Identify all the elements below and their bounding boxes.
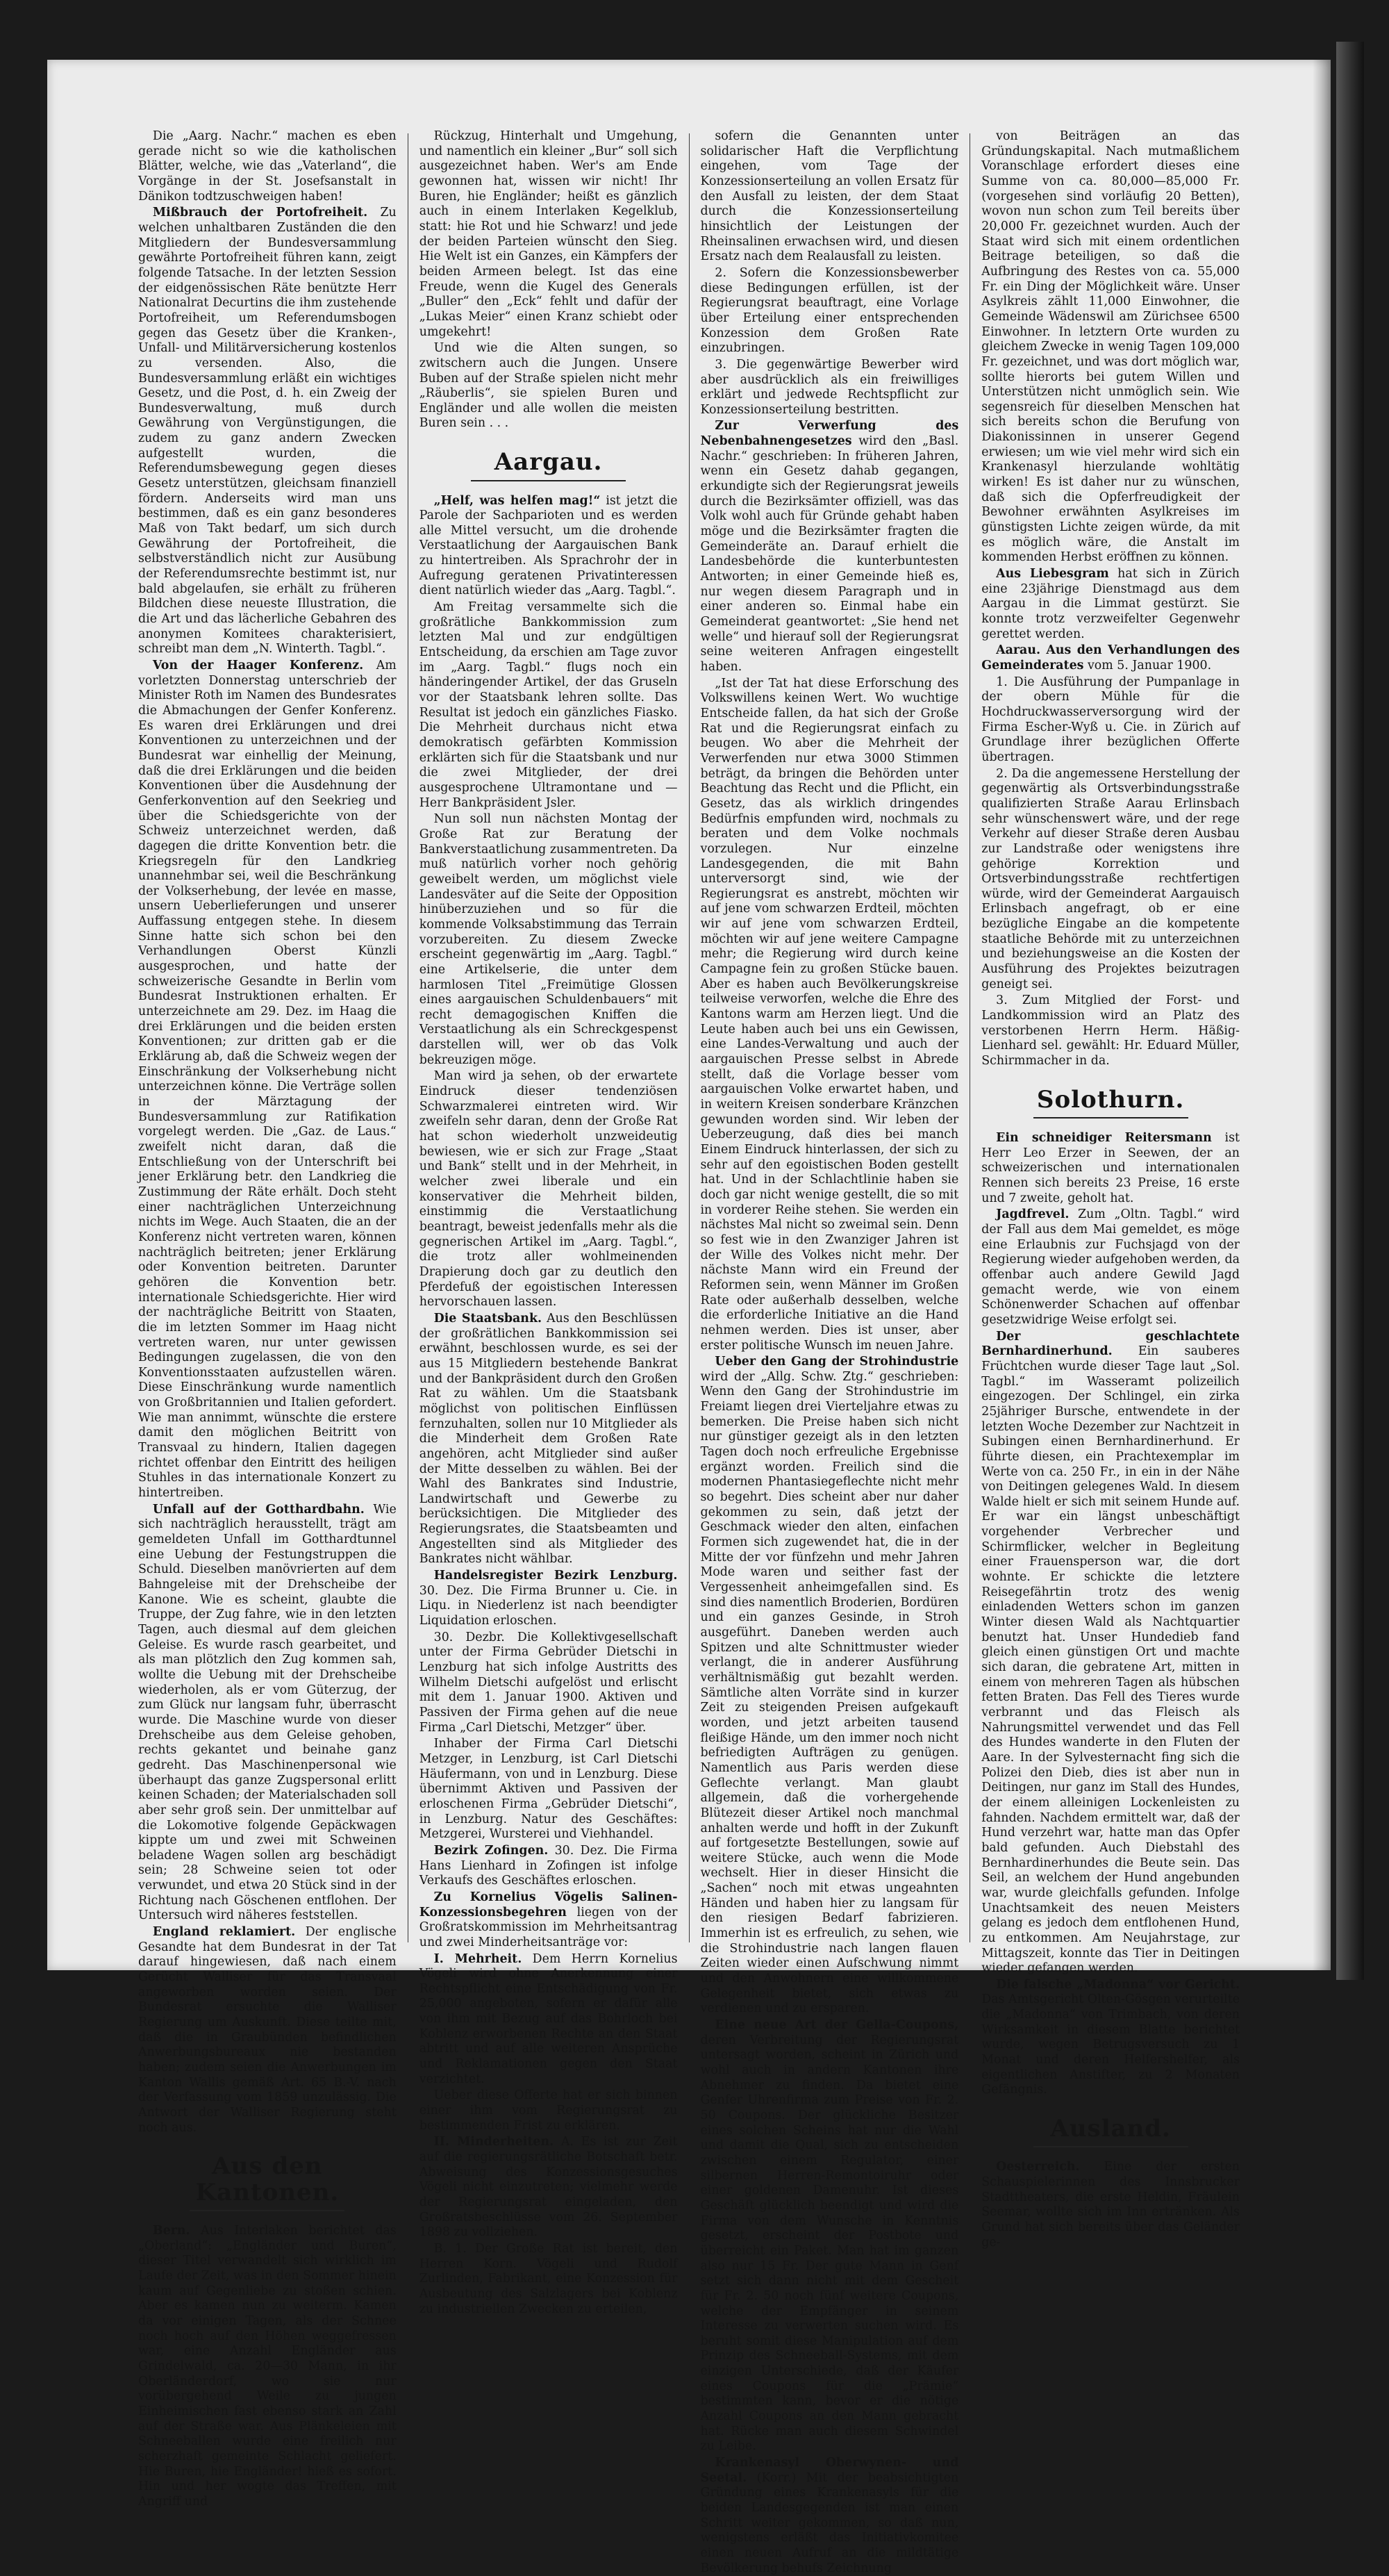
- article-heading: „Helf, was helfen mag!“: [433, 493, 601, 508]
- article-text: Der englische Gesandte hat dem Bundesrat in der Tat darauf hingewiesen, daß nach einem Gerücht Walliser für das Transvaal angeworben worden seien. Der Bundesrat ersuchte die Walliser Regierung um Auskunft. Diese teilte mit, daß die in Graubünden befindlichen Anwerbungsbureaux nie bestanden haben; zudem seien die Anwerbungen im Kanton Wallis gemäß Art. 65 B.-V. nach der Verfassung vom 1859 unzulässig. Die Antwort der Walliser Regierung steht noch aus.: [138, 1925, 397, 2135]
- article-heading: Bezirk Zofingen.: [433, 1843, 549, 1858]
- newspaper-page: [47, 60, 1331, 2575]
- page-edge-shadow: [1313, 60, 1331, 1970]
- article-paragraph: [981, 1131, 1240, 1206]
- article-text: von Beiträgen an das Gründungskapital. Nach mutmaßlichem Voranschlage erfordert dieses eine Summe von ca. 80,000—85,000 Fr. (vorgesehen sind vorläufig 20 Betten), wovon nun schon zum Teil bereits über 20,000 Fr. gezeichnet wurden. Auch der Staat wird sich mit einem ordentlichen Beitrage beteiligen, so daß die Aufbringung des Restes von ca. 55,000 Fr. ein Ding der Möglichkeit wäre. Unser Asylkreis zählt 11,000 Einwohner, die Gemeinde Wädenswil am Zürichsee 6500 Einwohner. In letztern Orte wurden zu gleichem Zwecke in wenig Tagen 109,000 Fr. gezeichnet, und was dort möglich war, sollte hierorts bei gutem Willen und Unterstützen nicht unmöglich sein. Wie segensreich für dieselben Menschen hat sich bereits schon die Berufung von Diakonissinnen in unserer Gegend erwiesen; um wie viel mehr wird sich ein Krankenasyl hierzulande wohltätig wirken! Es ist daher nur zu wünschen, daß sich die Opferfreudigkeit der Bewohner erwähnten Asylkreises im günstigsten Lichte zeigen würde, da mit es möglich wäre, die Anstalt im kommenden Herbst eröffnen zu können.: [981, 129, 1240, 565]
- article-paragraph: [419, 2135, 678, 2240]
- section-underline: [1033, 1117, 1188, 1118]
- article-text: 2. Sofern die Konzessionsbewerber diese Bedingungen erfüllen, ist der Regierungsrat beauftragt, eine Vorlage über Erteilung einer entsprechenden Konzession dem Großen Rate einzubringen.: [700, 265, 959, 356]
- article-paragraph: [138, 129, 397, 204]
- article-text: wird der „Allg. Schw. Ztg.“ geschrieben: Wenn den Gang der Strohindustrie im Freiamt liegen drei Vierteljahre etwas zu bemerken. Die Preise haben sich nicht nur günstiger gezeigt als in den letzten Tagen doch noch erfreuliche Ergebnisse ergänzt worden. Freilich sind die modernen Phantasiegeflechte nicht mehr so begehrt. Dies scheint aber nur daher gekommen zu sein, daß jetzt der Geschmack wieder den alten, einfachen Formen sich zugewendet hat, die in der Mitte der vor fünfzehn und mehr Jahren Mode waren und seither fast der Vergessenheit anheimgefallen sind. Es sind dies namentlich Broderien, Bordüren und ein ganzes Gesinde, in Stroh ausgeführt. Daneben werden auch Spitzen und alte Schnittmuster wieder verlangt, die in anderer Ausführung verhältnismäßig gut bezahlt werden. Sämtliche alten Vorräte sind in kurzer Zeit zu steigenden Preisen aufgekauft worden, und jetzt arbeiten tausend fleißige Hände, um den immer noch nicht befriedigten Aufträgen zu genügen. Namentlich aus Paris werden diese Geflechte verlangt. Man glaubt allgemein, daß die vorhergehende Blütezeit dieser Artikel noch manchmal anhalten werde und hofft in der Zukunft auf fortgesetzte Bestellungen, sowie auf weitere Stücke, auch wenn die Mode wechselt. Hier in dieser Hinsicht die „Sachen“ noch mit etwas ungeahnten Händen und haben hier zu langsam für den riesigen Bedarf fabrizieren. Immerhin ist es erfreulich, zu sehen, wie die Strohindustrie nach langen flauen Zeiten wieder einen Aufschwung nimmt und den Anwohnern eine willkommene Gelegenheit bietet, sich etwas zu verdienen und zu ersparen.: [700, 1369, 959, 2016]
- section-title: [419, 449, 678, 481]
- article-paragraph: [981, 767, 1240, 993]
- article-text: 1. Die Ausführung der Pumpanlage in der obern Mühle für die Hochdruckwasserversorgung wird der Firma Escher-Wyß u. Cie. in Zürich auf Grundlage ihrer bezüglichen Offerte übertragen.: [981, 675, 1240, 764]
- article-paragraph: [419, 600, 678, 811]
- article-heading: Aus Liebesgram: [996, 567, 1109, 581]
- article-paragraph: [419, 1069, 678, 1310]
- article-heading: I. Mehrheit.: [433, 1951, 522, 1966]
- article-text: Nun soll nun nächsten Montag der Große Rat zur Beratung der Bankverstaatlichung zusammentreten. Da muß natürlich vorher noch gehörig geweibelt werden, um möglichst viele Landesväter auf die Seite der Opposition hinüberzuziehen und so für die kommende Volksabstimmung das Terrain vorzubereiten. Zu diesem Zwecke erscheint gegenwärtig im „Aarg. Tagbl.“ eine Artikelserie, die unter dem harmlosen Titel „Freimütige Glossen eines aargauischen Schuldenbauers“ mit recht demagogischen Kniffen die Verstaatlichung als ein Schreckgespenst darstellen will, wer ob das Volk bekreuzigen möge.: [419, 812, 678, 1067]
- article-heading: Jagdfrevel.: [996, 1207, 1070, 1222]
- article-text: Aus Interlaken berichtet das „Oberland“: „Engländer und Buren“, dieser Titel verwandelt sich wirklich im Laufe der Zeit, was in den Sommer hinein kaum auf Gegenliebe zu stoßen schien. Aber es kamen nun zu weiterm. Kamen da vor einigen Tagen, als der Schnee noch hoch auf den Höhen weggefressen war, eine Anzahl Engländer aus Grindelwald, ca. 20—30 Mann, in ihr Oberländerdorf, wo sie nur vorübergehend Weile zu jungen Einheimischen fast ebenso stark an Zahl auf der Straße war. Aus Plänkeleien mit Schneeballen wurde eine freilich nur scherzhaft gemeinte Schlacht geliefert. Hie Buren, hie Engländer! hieß es sofort. Hin und her wogte das Treffen, mit Angriff und: [138, 2224, 397, 2509]
- article-paragraph: [419, 494, 678, 600]
- article-paragraph: [701, 2018, 959, 2454]
- article-heading: II. Minderheiten.: [433, 2135, 554, 2149]
- article-paragraph: [138, 1503, 397, 1924]
- article-paragraph: [981, 2160, 1240, 2250]
- article-paragraph: [981, 675, 1240, 766]
- article-text: Ueber diese Offerte hat er sich binnen einer ihm vom Regierungsrat zu bestimmenden Frist zu erklären.: [419, 2088, 678, 2133]
- article-text: 30. Dez. Die Firma Hans Lienhard in Zofingen ist infolge Verkaufs des Geschäftes erloschen.: [419, 1843, 678, 1888]
- section-title: [981, 2116, 1240, 2147]
- article-text: A. Es ist zur Zeit auf die regierungsrätliche Botschaft betr. Abweisung des Konzessionsgesuches Vögeli nicht einzutreten; vielmehr werde der Regierungsrat eingeladen, den Großratsbeschlüsse vom 26. September 1898 zu vollziehen.: [419, 2135, 678, 2240]
- article-heading: Aarau. Aus den Verhandlungen des Gemeinderates: [981, 643, 1240, 672]
- section-title-text: Aargau.: [494, 448, 603, 477]
- article-text: Am Freitag versammelte sich die großrätliche Bankkommission zum letzten Mal und zur endgültigen Entscheidung, da erschien am Tage zuvor im „Aarg. Tagbl.“ flugs noch ein händeringender Artikel, der das Gruseln vor der Staatsbank lehren sollte. Das Resultat ist jedoch ein gänzliches Fiasko. Die Mehrheit durchaus nicht etwa demokratisch gefärbten Kommission erklärten sich für die Staatsbank und nur die zwei Mitglieder, der drei ausgesprochene Ultramontane und — Herr Bankpräsident Jsler.: [419, 600, 678, 810]
- article-text: Rückzug, Hinterhalt und Umgehung, und namentlich ein kleiner „Bur“ soll sich ausgezeichnet haben. Wer's am Ende gewonnen hat, wissen wir nicht! Ihr Buren, hie Engländer; heißt es gänzlich auch in einem Interlaken Kegelklub, statt: hie Rot und hie Schwarz! und jede der beiden Parteien wünscht den Sieg. Hie Welt ist ein Ganzes, ein Kämpfers der beiden Armeen belegt. Ist das eine Freude, wenn die Kugel des Generals „Buller“ den „Eck“ fehlt und dafür der „Lukas Meier“ einen Kranz schiebt oder umgekehrt!: [419, 129, 678, 339]
- text-column: [690, 129, 970, 2575]
- article-paragraph: [701, 2456, 959, 2576]
- article-paragraph: [981, 129, 1240, 565]
- text-column: [408, 129, 689, 2316]
- article-text: B. 1. Der Große Rat ist bereit, den Herren Korn. Vögeli und Rudolf Zurlinden, Fabrikant, eine Konzession für Ausbeutung des Salzlagers bei Koblenz zu industriellen Zwecken zu erteilen,: [419, 2241, 678, 2316]
- article-heading: Von der Haager Konferenz.: [152, 658, 364, 672]
- article-heading: Zur Verwerfung des Nebenbahnengesetzes: [700, 419, 959, 449]
- article-text: Und wie die Alten sungen, so zwitschern auch die Jungen. Unsere Buben auf der Straße spielen nicht mehr „Räuberlis“, sie spielen Buren und Engländer und alle wollen die meisten Buren sein . . .: [419, 341, 678, 431]
- section-underline: [1033, 2146, 1188, 2147]
- article-heading: Der geschlachtete Bernhardinerhund.: [981, 1329, 1240, 1359]
- article-paragraph: [701, 1355, 959, 2017]
- article-paragraph: [701, 677, 959, 1354]
- article-paragraph: [138, 206, 397, 657]
- article-paragraph: [981, 1330, 1240, 1976]
- article-paragraph: [981, 1207, 1240, 1328]
- article-paragraph: [138, 1925, 397, 2136]
- article-paragraph: [419, 1312, 678, 1567]
- article-paragraph: [138, 659, 397, 1501]
- article-paragraph: [701, 358, 959, 418]
- article-text: hat sich in Zürich eine 23jährige Dienstmagd aus dem Aargau in die Limmat gestürzt. Sie konnte trotz verzweifelter Gegenwehr gerettet werden.: [981, 567, 1240, 641]
- article-heading: Die falsche „Madonna“ vor Gericht.: [996, 1977, 1240, 1992]
- article-text: 30. Dezbr. Die Kollektivgesellschaft unter der Firma Gebrüder Dietschi in Lenzburg hat sich infolge Austritts des Wilhelm Dietschi aufgelöst und erlischt mit dem 1. Januar 1900. Aktiven und Passiven der Firma gehen auf die neue Firma „Carl Dietschi, Metzger“ über.: [419, 1630, 678, 1735]
- section-title-text: Solothurn.: [1036, 1085, 1185, 1114]
- article-paragraph: [419, 129, 678, 340]
- article-text: 3. Die gegenwärtige Bewerber wird aber ausdrücklich als ein freiwilliges erklärt und jedwede Rechtspflicht zur Konzessionserteilung bestritten.: [700, 357, 959, 417]
- article-text: vom 5. Januar 1900.: [1087, 658, 1212, 672]
- article-text: Dem Herrn Kornelius Vögeli wird ohne Anerkennung einer Rechtspflicht eine Entschädigung von Fr. 25,000 angeboten, sofern er dafür alle von ihm mit Bezug auf das Bohrloch bei Koblenz erworbenen Rechte an den Staat abtritt und auf alle weiteren Ansprüche und Reklamationen gegen den Staat verzichtet.: [419, 1951, 678, 2086]
- article-paragraph: [981, 643, 1240, 673]
- article-heading: Handelsregister Bezirk Lenzburg.: [433, 1569, 678, 1583]
- article-text: 30. Dez. Die Firma Brunner u. Cie. in Liqu. in Niederlenz ist nach beendigter Liquidation erloschen.: [419, 1583, 678, 1628]
- article-text: 2. Da die angemessene Herstellung der gegenwärtig als Ortsverbindungsstraße qualifizierten Straße Aarau Erlinsbach sehr wünschenswert wäre, und der rege Verkehr auf dieser Straße deren Ausbau zur Landstraße oder wenigstens ihre gehörige Korrektion und Ortsverbindungsstraße rechtfertigen würde, wird der Gemeinderat Aargauisch Erlinsbach angefragt, ob er eine bezügliche Eingabe an die kompetente staatliche Behörde mit zu unterzeichnen und beziehungsweise an die Kosten der Ausführung des Projektes beizutragen geneigt sei.: [981, 766, 1240, 991]
- article-heading: Unfall auf der Gotthardbahn.: [152, 1502, 365, 1517]
- article-heading: Bern.: [152, 2224, 190, 2238]
- article-paragraph: [701, 129, 959, 265]
- article-text: Eine der ersten Schauspielerinnen des Innsbrucker Stadttheaters, die erste Heldin, Fräulein Seemar, wollte sich im Inn ertränken. Als Grund hat sich bereits über das Geländer ge-: [981, 2160, 1240, 2249]
- columns-container: [127, 129, 1251, 2575]
- article-paragraph: [981, 993, 1240, 1068]
- section-title-text: Aus den Kantonen.: [195, 2152, 340, 2206]
- article-text: Man wird ja sehen, ob der erwartete Eindruck dieser tendenziösen Schwarzmalerei eintreten wird. Wir zweifeln sehr daran, denn der Große Rat hat schon wiederholt unzweideutig bewiesen, wie er sich zur Frage „Staat und Bank“ stellt und in der Mehrheit, in welcher zwei liberale und ein konservativer die Mehrheit bilden, einstimmig die Verstaatlichung beantragt, beweist jedenfalls mehr als die gegnerischen Artikel im „Aarg. Tagbl.“, die trotz aller wohlmeinenden Drapierung doch gar zu deutlich den Pferdefuß der egoistischen Interessen hervorschauen lassen.: [419, 1069, 678, 1310]
- article-paragraph: [419, 1630, 678, 1736]
- article-text: 3. Zum Mitglied der Forst- und Landkommission wird an Platz des verstorbenen Herrn Herm. Häßig-Lienhard sel. gewählt: Hr. Eduard Müller, Schirmmacher in da.: [981, 993, 1240, 1068]
- article-text: „Ist der Tat hat diese Erforschung des Volkswillens keinen Wert. Wo wuchtige Entscheide fallen, da hat sich der Große Rat und die Regierungsrat einfach zu beugen. Wo aber die Mehrheit der Verwerfenden nur etwa 3000 Stimmen beträgt, da bringen die Behörden unter Beachtung das Recht und die Pflicht, ein Gesetz, das als wirklich dringendes Bedürfnis empfunden wird, nochmals zu beraten und dem Volke nochmals vorzulegen. Nur einzelne Landesgegenden, die mit Bahn unterversorgt sind, wie der Regierungsrat es anstrebt, möchten wir auf jene vom schwarzen Erdteil, möchten wir auf jene vom schwarzen Erdteil, möchten wir auf jene weitere Campagne mehr; die Regierung wird durch keine Campagne fein zu großen Stücke bauen. Aber es haben auch Bevölkerungskreise teilweise verworfen, welche die Ehre des Kantons warm am Herzen liegt. Und die Leute haben auch bei uns ein Gewissen, eine Landes-Verwaltung und auch der aargauischen Presse selbst in Abrede stellt, daß die Vorlage besser vom aargauischen Volke erwartet haben, und in weitern Kreisen sonderbare Kränzchen gewunden worden sind. Wir leben der Ueberzeugung, daß dies bei manch Einem Eindruck hinterlassen, der sich zu sehr auf den egoistischen Boden gestellt hat. Und in der Schlachtlinie haben sie doch gar nicht wenige gestellt, die so mit in vorderer Reihe stehen. Sie werden ein nächstes Mal nicht so zweimal sein. Denn so fest wie in den Zwanziger Jahren ist der Wille des Volkes nicht mehr. Der nächste Mann wird ein Freund der Reformen sein, wenn Männer im Großen Rate oder außerhalb desselben, welche die erforderliche Initiative an die Hand nehmen werden. Dies ist unser, aber erster politische Wunsch im neuen Jahre.: [700, 676, 959, 1353]
- article-heading: Ein schneidiger Reitersmann: [996, 1131, 1212, 1146]
- section-title: [981, 1087, 1240, 1118]
- article-heading: England reklamiert.: [152, 1925, 296, 1940]
- article-paragraph: [138, 2224, 397, 2509]
- article-text: sofern die Genannten unter solidarischer Haft die Verpflichtung eingehen, vom Tage der Konzessionserteilung an vollen Ersatz für den Ausfall zu leisten, der dem Staat durch die Konzessionserteilung hinsichtlich der Leistungen der Rheinsalinen erwachsen wird, und diesen Ersatz nach dem Realausfall zu leisten.: [700, 129, 959, 264]
- article-heading: Eine neue Art der Gella-Coupons,: [715, 2018, 959, 2033]
- article-text: wird den „Basl. Nachr.“ geschrieben: In früheren Jahren, wenn ein Gesetz dahab gegangen, erkundigte sich der Regierungsrat jeweils durch die Bezirksämter offiziell, was das Volk wohl auch für Gründe gehabt haben möge und die Bezirksämter fragten die Gemeinderäte an. Darauf erhielt die Landesbehörde die kunterbuntesten Antworten; in einer Gemeinde hieß es, nur wegen diesem Paragraph und in einer anderen so. Einmal habe ein Gemeinderat geantwortet: „Sie hend net welle“ und hierauf soll der Regierungsrat seine weiteren Anfragen eingestellt haben.: [700, 434, 959, 674]
- text-column: [127, 129, 408, 2509]
- article-heading: Mißbrauch der Portofreiheit.: [152, 206, 368, 220]
- book-binding: [1336, 42, 1364, 1980]
- text-column: [970, 129, 1251, 2249]
- article-heading: Krankenasyl Oberwynen- und Seetal.: [700, 2456, 959, 2485]
- article-paragraph: [419, 2088, 678, 2133]
- article-text: Aus den Beschlüssen der großrätlichen Bankkommission sei erwähnt, beschlossen wurde, es sei der aus 15 Mitgliedern bestehende Bankrat und der Bankpräsident durch den Großen Rat zu wählen. Um die Staatsbank möglichst von politischen Einflüssen fernzuhalten, sollen nur 10 Mitglieder als die Minderheit dem Großen Rate angehören, acht Mitglieder sind außer der Mitte desselben zu wählen. Bei der Wahl des Bankrates sind Industrie, Landwirtschaft und Gewerbe zu berücksichtigen. Die Mitglieder des Regierungsrates, die Staatsbeamten und Angestellten sind als Mitglieder des Bankrates nicht wählbar.: [419, 1311, 678, 1567]
- article-paragraph: [419, 812, 678, 1068]
- article-heading: Ueber den Gang der Strohindustrie: [715, 1355, 959, 1369]
- article-heading: Die Staatsbank.: [433, 1311, 542, 1326]
- article-heading: Zu Kornelius Vögelis Salinen-Konzessionsbegehren: [419, 1890, 678, 1919]
- article-paragraph: [419, 1737, 678, 1842]
- article-text: Zu welchen unhaltbaren Zuständen die den Mitgliedern der Bundesversammlung gewährte Portofreiheit führen kann, zeigt folgende Tatsache. In der letzten Session der eidgenössischen Räte benützte Herr Nationalrat Decurtins die ihm zustehende Portofreiheit, um Referendumsbogen gegen das Gesetz über die Kranken-, Unfall- und Militärversicherung kostenlos zu versenden. Also, die Bundesversammlung erläßt ein wichtiges Gesetz, und die Post, d. h. ein Zweig der Bundesverwaltung, muß durch Gewährung von Vergünstigungen, die zudem zu ganz andern Zwecken aufgestellt wurden, die Referendumsbewegung gegen dieses Gesetz unterstützen, gleichsam finanziell fördern. Anderseits wird man uns bestimmen, daß es ein ganz besonderes Maß von Takt bedarf, um sich durch Gewährung der Portofreiheit, die selbstverständlich nicht zur Ausübung der Referendumsrechte bestimmt ist, nur bald abgelaufen, sie erhält zu früheren Bildchen diese neueste Illustration, die die Art und das lächerliche Gebahren des anonymen Komitees charakterisiert, schreibt man dem „N. Winterth. Tagbl.“.: [138, 206, 397, 657]
- article-paragraph: [701, 419, 959, 675]
- article-text: (Korr.) Mit der beabsichtigten Gründung eines Krankenasyls für die beiden Landesgegenden ist man einen Schritt weiter gekommen, so daß nun, wenigstens erläßt das Initiativkomitee einen neuen Aufruf an die mildtätige Bevölkerung behufs Zeichnung: [700, 2470, 959, 2575]
- article-text: Zum „Oltn. Tagbl.“ wird der Fall aus dem Mai gemeldet, es möge eine Erlaubnis zur Fuchsjagd von der Regierung wieder aufgehoben werden, da offenbar auch andere Gewild Jagd gemacht werde, wie von einem Schönenwerder Schachen auf offenbar gesetzwidrige Weise erfolgt sei.: [981, 1207, 1240, 1327]
- section-underline: [190, 2210, 344, 2211]
- section-title: [138, 2154, 397, 2211]
- article-paragraph: [419, 1890, 678, 1951]
- article-text: Ein sauberes Früchtchen wurde dieser Tage laut „Sol. Tagbl.“ im Wasseramt polizeilich eingezogen. Der Schlingel, ein zirka 25jähriger Bursche, entwendete in der letzten Woche Dezember zur Nachtzeit in Subingen einen Bernhardinerhund. Er führte diesen, ein Prachtexemplar im Werte von ca. 250 Fr., in ein in der Nähe von Deitingen gelegenes Wald. In diesem Walde hielt er sich mit seinem Hunde auf. Er war ein längst unbeschäftigt vorgehender Verbrecher und Schirmflicker, welcher in Begleitung einer Frauensperson war, die dort wohnte. Er schickte die letztere Reisegefährtin trotz des wenig einladenden Wetters schon im ganzen Winter diesen Wald als Nachtquartier benutzt hat. Unser Hundedieb fand gleich einen günstigen Ort und machte sich daran, die gebratene Art, mitten in einem von mehreren Tagen als hübschen fetten Braten. Das Fell des Tieres wurde verbrannt und das Fleisch als Nahrungsmittel verwendet und das Fell des Hundes wanderte in den Fluten der Aare. In der Sylvesternacht fing sich die Polizei den Dieb, dies ist aber nun in Deitingen, nur ganz im Stall des Hundes, der einem alleinigen Lockenleisten zu fahnden. Nachdem ermittelt war, daß der Hund verzehrt war, hatte man das Opfer bald gefunden. Auch Diebstahl des Bernhardinerhundes die Beute sein. Das Seil, an welchem der Hund angebunden war, wurde gleichfalls gefunden. Infolge Unachtsamkeit des neuen Meisters gelang es jedoch dem entflohenen Hund, zu entkommen. Am Neujahrstage, zur Mittagszeit, konnte das Tier in Deitingen wieder gefangen werden.: [981, 1344, 1240, 1976]
- article-text: ist jetzt die Parole der Sachparioten und es werden alle Mittel versucht, um die drohende Verstaatlichung der Aargauischen Bank zu hintertreiben. Als Sprachrohr der in Aufregung geratenen Privatinteressen dient natürlich wieder das „Aarg. Tagbl.“.: [419, 493, 678, 598]
- article-text: ist Herr Leo Erzer in Seewen, der an schweizerischen und internationalen Rennen sich bereits 23 Preise, 16 erste und 7 zweite, geholt hat.: [981, 1131, 1240, 1205]
- article-paragraph: [419, 2242, 678, 2317]
- article-paragraph: [981, 1978, 1240, 2098]
- article-text: Das Amtsgericht Olten-Gösgen verurteilte die „Madonna“ von Trimbach, von deren Wirksamkeit in diesem Blatte berichtet wurde, wegen Betrugsversuch zu 1 Monat und deren Helfershelfer, als eigentlichen Anstifter, zu 2 Monaten Gefängnis.: [981, 1992, 1240, 2097]
- article-text: Wie sich nachträglich herausstellt, trägt am gemeldeten Unfall im Gotthardtunnel eine Uebung der Festungstruppen die Schuld. Dieselben manövrierten auf dem Bahngeleise mit der Drehscheibe der Kanone. Wie es scheint, glaubte die Truppe, der Zug fahre, wie in den letzten Tagen, auch diesmal auf dem gleichen Geleise. Es wurde rasch gearbeitet, und als man plötzlich den Zug kommen sah, wollte die Uebung mit der Drehscheibe wiederholen, als er vom Güterzug, der zum Glück nur langsam fuhr, überrascht wurde. Die Maschine wurde von dieser Drehscheibe aus dem Geleise gehoben, rechts gekantet und beinahe ganz gedreht. Das Maschinenpersonal wie überhaupt das ganze Zugspersonal erlitt keinen Schaden; der Materialschaden soll aber sehr groß sein. Der unmittelbar auf die Lokomotive folgende Gepäckwagen kippte um und zwei mit Schweinen beladene Wagen sollen arg beschädigt sein; 28 Schweine seien tot oder verwundet, und etwa 20 Stück sind in der Richtung nach Göschenen entflohen. Der Untersuch wird näheres feststellen.: [138, 1502, 397, 1923]
- article-text: Am vorletzten Donnerstag unterschrieb der Minister Roth im Namen des Bundesrates die Abmachungen der Genfer Konferenz. Es waren drei Erklärungen und drei Konventionen zu unterzeichnen und der Bundesrat war einhellig der Meinung, daß die drei Erklärungen und die beiden Konventionen über die Ausdehnung der Genferkonvention auf den Seekrieg und über die Schiedsgerichte von der Schweiz unterzeichnet werden, daß dagegen die dritte Konvention betr. die Kriegsregeln für den Landkrieg unannehmbar sei, weil die Beschränkung der Volkserhebung, der levée en masse, unsern Ueberlieferungen und unserer Auffassung entgegen stehe. In diesem Sinne hatte sich schon bei den Verhandlungen Oberst Künzli ausgesprochen, und hatte der schweizerische Gesandte in Berlin vom Bundesrat Instruktionen erhalten. Er unterzeichnete am 29. Dez. im Haag die drei Erklärungen und die beiden ersten Konventionen; zur dritten gab er die Erklärung ab, daß die Schweiz wegen der Einschränkung der Volkserhebung nicht unterzeichnen könne. Die Verträge sollen in der Märztagung der Bundesversammlung zur Ratifikation vorgelegt werden. Die „Gaz. de Laus.“ zweifelt nicht daran, daß die Entschließung von der Unterschrift bei jener Erklärung betr. den Landkrieg die Zustimmung der Räte erhält. Doch steht einer nachträglichen Unterzeichnung nichts im Wege. Auch Staaten, die an der Konferenz nicht vertreten waren, können nachträglich beitreten; jener Erklärung oder Konvention beitreten. Darunter gehören die Konvention betr. internationale Schiedsgerichte. Hier wird der nachträgliche Beitritt von Staaten, die im letzten Sommer im Haag nicht vertreten waren, nur unter gewissen Bedingungen zugelassen, die von den Konventionsstaaten aufzustellen wären. Diese Einschränkung wurde namentlich von Großbritannien und Italien gefordert. Wie man annimmt, wünschte die erstere damit den möglichen Beitritt von Transvaal zu hindern, Italien dagegen richtet offenbar den Eintritt des heiligen Stuhles in das internationale Konzert zu hintertreiben.: [138, 658, 397, 1501]
- article-paragraph: [419, 341, 678, 431]
- article-paragraph: [419, 1844, 678, 1889]
- article-paragraph: [419, 1569, 678, 1629]
- section-title-text: Ausland.: [1050, 2115, 1171, 2143]
- article-text: Inhaber der Firma Carl Dietschi Metzger, in Lenzburg, ist Carl Dietschi Häufermann, von und in Lenzburg. Diese übernimmt Aktiven und Passiven der erloschenen Firma „Gebrüder Dietschi“, in Lenzburg. Natur des Geschäftes: Metzgerei, Wursterei und Viehhandel.: [419, 1737, 678, 1842]
- article-text: Die „Aarg. Nachr.“ machen es eben gerade nicht so wie die katholischen Blätter, welche, wie das „Vaterland“, die Vorgänge in der St. Josefsanstalt in Dänikon todtzuschweigen haben!: [138, 129, 397, 204]
- article-paragraph: [419, 1952, 678, 2088]
- article-heading: Oesterreich.: [996, 2160, 1080, 2174]
- section-underline: [471, 480, 626, 481]
- article-text: deren Verbreitung der Regierungsrat untersagt worden, scheint in Zürich und wohl auch in andern Kantonen ihre Abnehmer zu finden. Da bietet eine Genfer Uhrenfirma zum Preise von Fr. 2. 50 Coupons. Der glückliche Besitzer eines solchen Scheins hat nur die Wahl und damit die Qual, sich zu entscheiden zwischen einem Regulator, einer silbernen Herren-Remontoiruhr oder einer goldenen Damenuhr. Ist dieses Geschäft glücklich beendigt und wird die Firma von dem Wunsche in Kenntnis gesetzt, erscheint der Postbote und überreicht ein Paket. Man hat im ganzen also nur 15 Fr. Der gute Mann in Genf setzt sich dann nicht mit dem Gescheit für Fr. 2. 50 noch fünf weitere Coupons, welche der Empfänger in seinem Interesse zu verwerten suchen wird. Es beruht somit diese Manipulation auf dem Prinzip des Schneeball-Systems, mit dem einzigen Unterschiede, daß der Käufer eines Coupons für die „Prämie“ bestimmten kann, bevor er die nötige Anzahl Coupons an den Mann gebracht hat. Rücke man auch diesem Schwindel zu Leibe.: [700, 2033, 959, 2454]
- article-paragraph: [701, 266, 959, 356]
- article-text: liegen von der Großratskommission im Mehrheitsantrag und zwei Minderheitsanträge vor:: [419, 1905, 678, 1949]
- article-paragraph: [981, 567, 1240, 642]
